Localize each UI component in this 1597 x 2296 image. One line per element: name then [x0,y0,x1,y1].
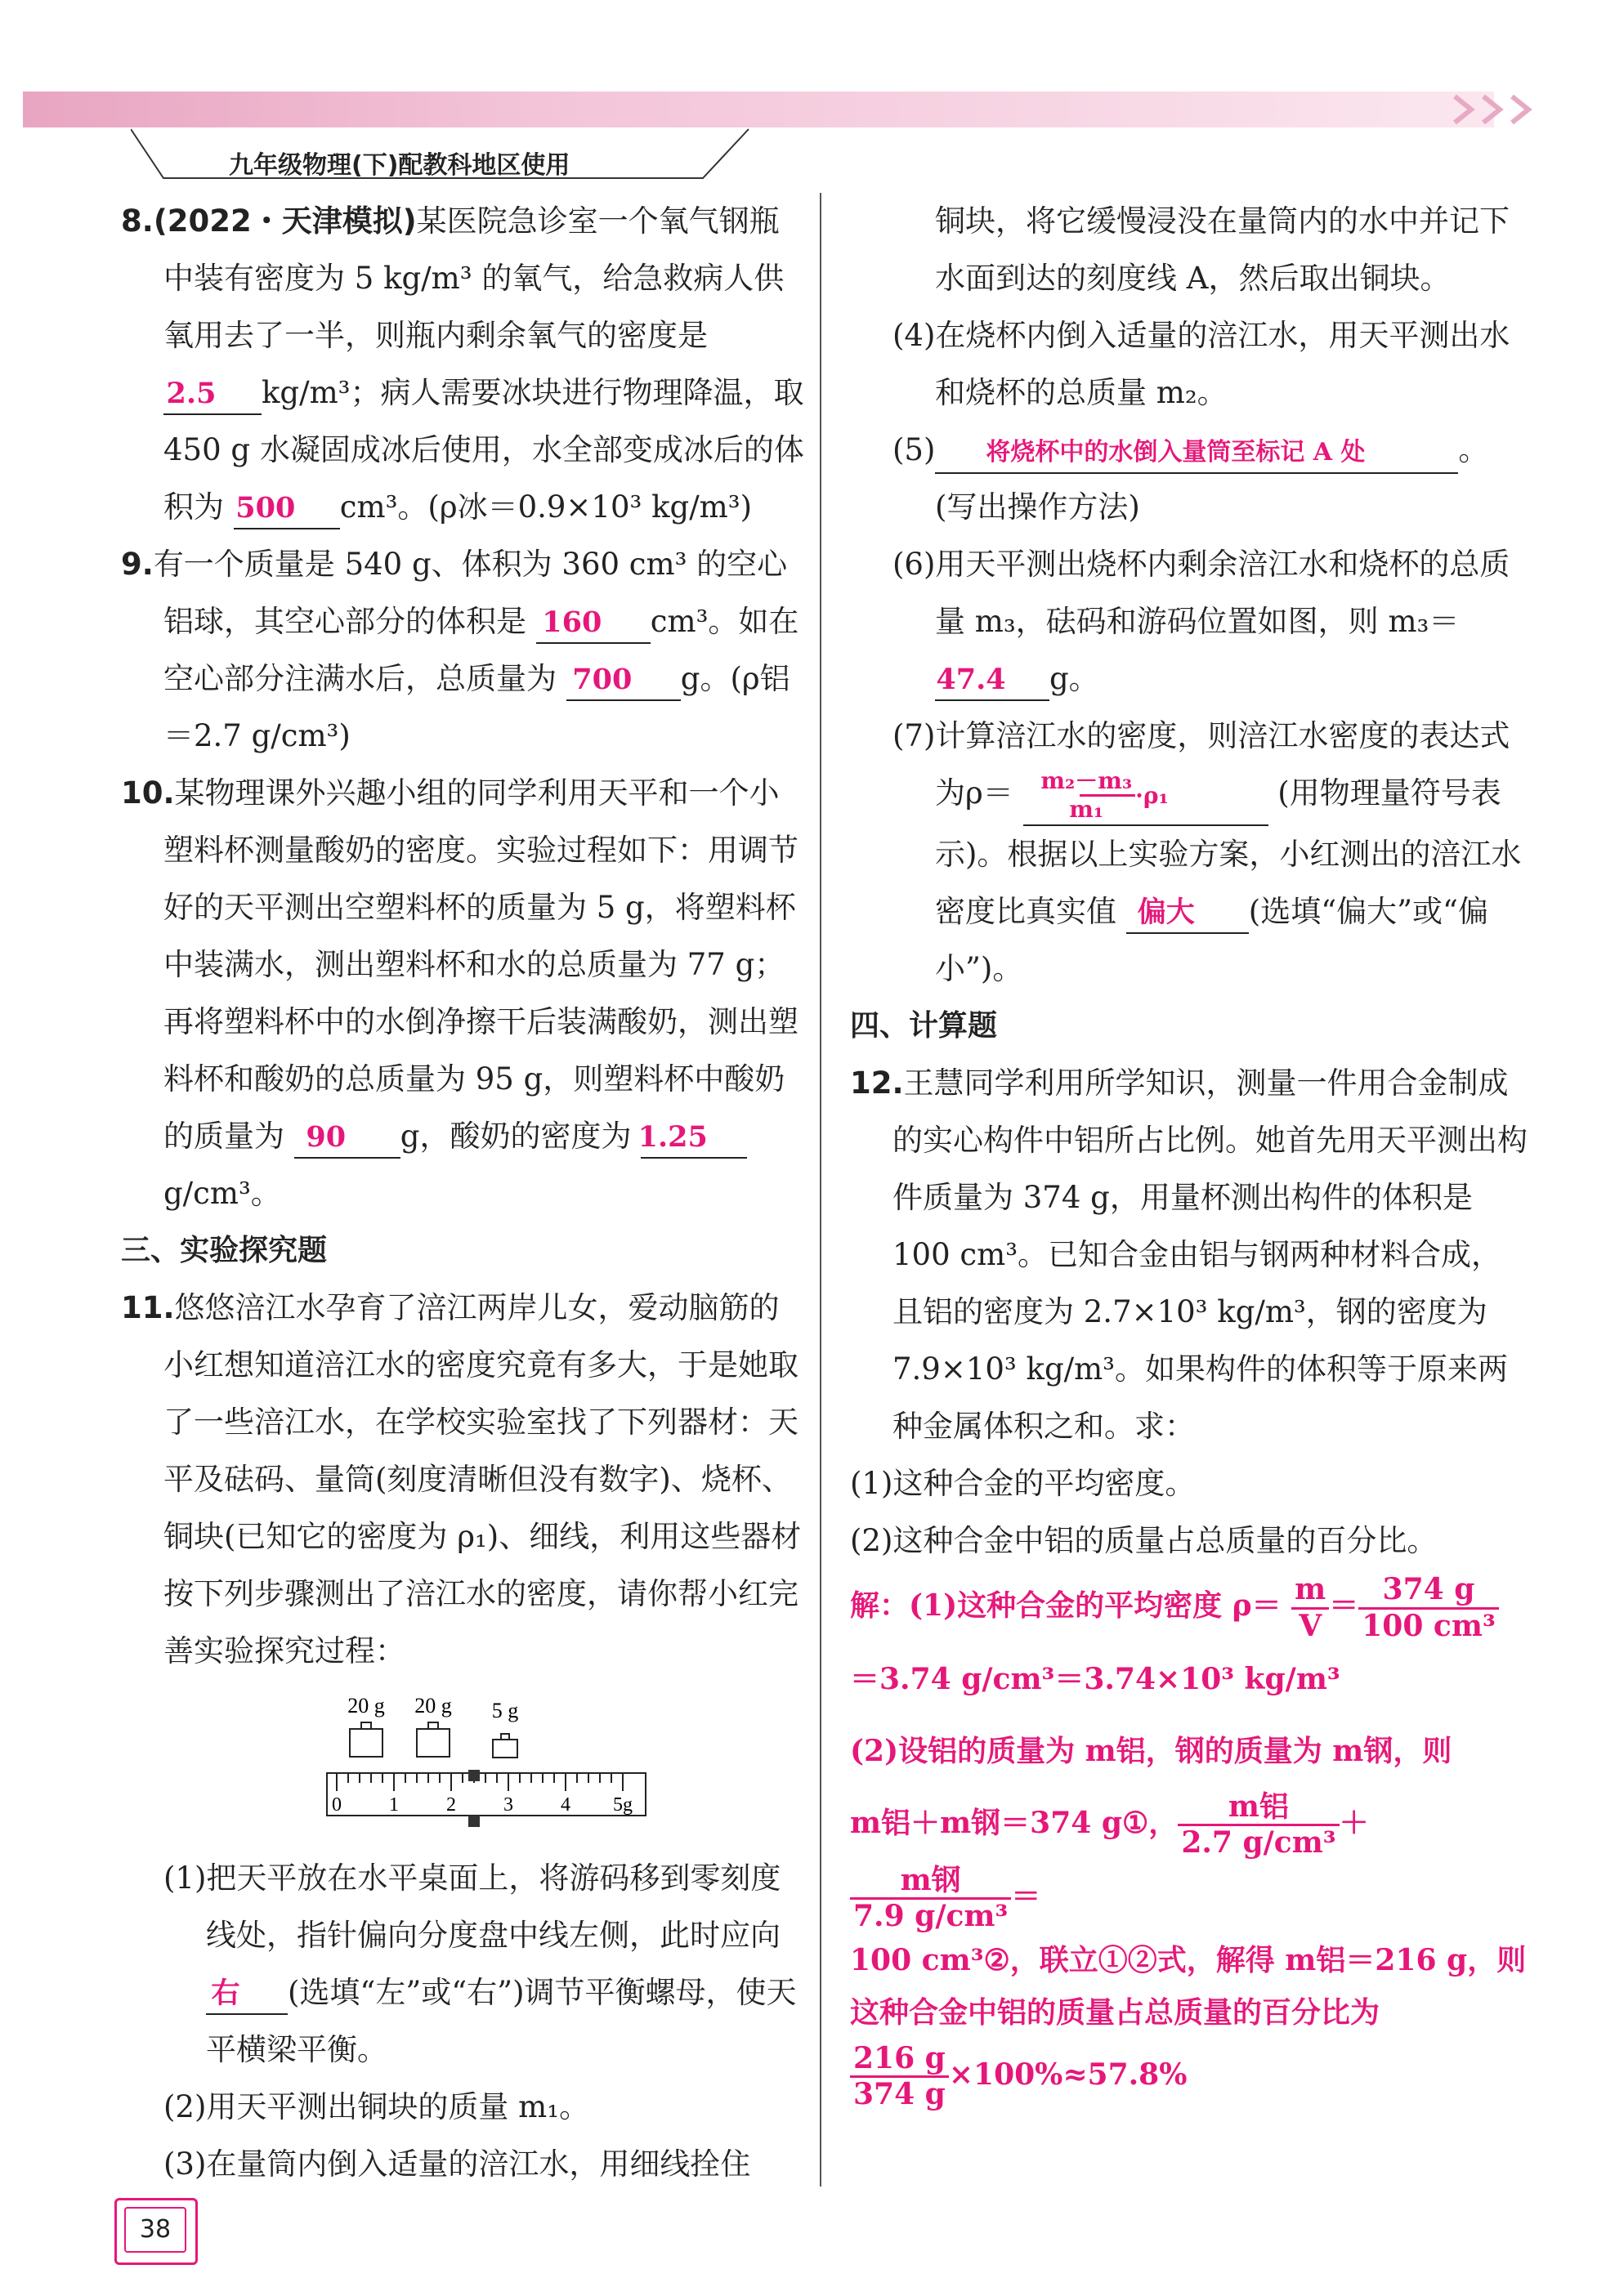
fraction-numerator: m钢 [850,1864,1011,1900]
question-text: g/cm³。 [163,1176,281,1211]
answer-blank: 1.25 [641,1118,747,1159]
question-12-part-2: (2)这种合金中铝的质量占总质量的百分比。 [850,1523,1438,1558]
answer-blank: 90 [294,1118,400,1159]
left-column [121,193,807,2193]
question-number: 10. [121,775,175,811]
fraction-denominator: 374 g [853,2077,946,2112]
solution-text: ×100%≈57.8% [948,2057,1188,2092]
solution-text: ＋ [1339,1805,1369,1840]
question-tag: (2022・天津模拟) [153,203,417,239]
column-divider [820,193,821,2187]
weight-label: 5 g [491,1699,519,1722]
section-heading: 四、计算题 [850,1009,998,1043]
fraction-denominator: V [1299,1608,1322,1643]
fraction-numerator: 374 g [1358,1573,1498,1609]
solution-text: 100 cm³②，联立①②式，解得 m铝＝216 g，则这种合金中铝的质量占总质量的百分比为 [850,1942,1527,2030]
question-number: 11. [121,1290,175,1325]
step-text: (1)把天平放在水平桌面上，将游码移到零刻度线处，指针偏向分度盘中线左侧，此时应向 [163,1860,781,1953]
weight-label: 20 g [414,1694,452,1718]
question-number: 8. [121,203,154,239]
scale-label: 4 [561,1794,570,1816]
scale-labels [332,1794,633,1816]
answer-blank: 700 [566,660,681,701]
answer-blank: 右 [206,1974,288,2015]
solution-text: (2)设铝的质量为 m铝，钢的质量为 m钢，则 [850,1733,1452,1768]
solution-block [850,1570,1528,2112]
fraction-denominator: 100 cm³ [1362,1608,1496,1643]
fraction-denominator: 2.7 g/cm³ [1181,1825,1336,1860]
step-3-cont: 铜块，将它缓慢浸没在量筒内的水中并记下水面到达的刻度线 A，然后取出铜块。 [935,203,1510,296]
balance-figure [325,1691,652,1838]
question-8 [121,193,807,536]
right-column [850,193,1528,2112]
fraction [850,1864,1011,1934]
fraction [850,2042,949,2112]
question-9 [121,536,807,765]
solution-text: ＝3.74 g/cm³＝3.74×10³ kg/m³ [850,1661,1340,1696]
step-text: (5) [892,432,936,467]
answer-blank: 2.5 [163,374,262,415]
step-text: 。(写出操作方法) [935,432,1489,525]
header-banner [23,92,1494,127]
scale-label: 0 [332,1794,342,1816]
weight-icon [417,1722,450,1757]
rider-marker [468,1770,480,1781]
step-text: (选填“偏大”或“偏小”)。 [935,894,1488,986]
fraction-numerator: m₂－m₃ [1080,768,1135,797]
fraction-numerator: m铝 [1178,1790,1339,1826]
answer-blank [1023,765,1268,826]
step-text: (7)计算涪江水的密度，则涪江水密度的表达式为ρ＝ [892,718,1510,811]
step-3-start: (3)在量筒内倒入适量的涪江水，用细线拴住 [163,2146,751,2182]
solution-text: 解：(1)这种合金的平均密度 ρ＝ [850,1588,1282,1623]
density-fraction [1040,766,1135,823]
answer-blank: 偏大 [1126,893,1249,934]
question-text: cm³。如在空心部分注满水后，总质量为 [163,604,799,696]
question-12-part-1: (1)这种合金的平均密度。 [850,1466,1196,1501]
page-number: 38 [124,2207,186,2253]
solution-text: m铝＋m钢＝374 g①， [850,1805,1179,1840]
scale-label: 1 [389,1794,399,1816]
scale-label: 2 [446,1794,456,1816]
question-text: 悠悠涪江水孕育了涪江两岸儿女，爱动脑筋的小红想知道涪江水的密度究竟有多大，于是她取了一些涪江水，在学校实验室找了下列器材：天平及砝码、量筒(刻度清晰但没有数字)、烧杯、铜块(已知它的密度为 ρ₁)、细线，利用这些器材按下列步骤测出了涪江水的密度，请你帮小红完善实验探究过程： [163,1290,802,1668]
answer-blank: 500 [234,489,340,529]
question-number: 9. [121,547,154,582]
step-2: (2)用天平测出铜块的质量 m₁。 [163,2089,590,2124]
fraction-numerator: 216 g [850,2042,949,2078]
page-subtitle: 九年级物理(下)配教科地区使用 [229,151,570,180]
question-text: g，酸奶的密度为 [400,1119,632,1154]
fraction-denominator: 7.9 g/cm³ [853,1899,1009,1934]
step-text: (选填“左”或“右”)调节平衡螺母，使天平横梁平衡。 [206,1975,797,2067]
scale-label: 3 [503,1794,513,1816]
question-12 [850,1055,1528,1455]
question-10 [121,765,807,1222]
fraction [1358,1573,1498,1643]
solution-text: ＝ [1011,1878,1041,1914]
fraction [1178,1790,1339,1860]
question-number: 12. [850,1065,904,1101]
weight-icon [350,1722,382,1757]
fraction-tail: ·ρ₁ [1135,782,1169,809]
question-text: 某医院急诊室一个氧气钢瓶中装有密度为 5 kg/m³ 的氧气，给急救病人供氧用去了一半，则瓶内剩余氧气的密度是 [163,203,785,353]
step-text: (用物理量符号表示)。根据以上实验方案，小红测出的涪江水密度比真实值 [935,775,1522,929]
solution-text: ＝ [1329,1588,1359,1623]
question-text: 王慧同学利用所学知识，测量一件用合金制成的实心构件中铝所占比例。她首先用天平测出构件质量为 374 g，用量杯测出构件的体积是 100 cm³。已知合金由铝与钢两种材料合成，且铝的密度为 2.7×10³ kg/m³，钢的密度为 7.9×10³ kg/m³。如果构件的体积等于原来两种金属体积之和。求： [892,1065,1528,1444]
weight-icon [493,1734,517,1758]
weight-label: 20 g [347,1694,385,1718]
question-11 [121,1280,807,1680]
step-1 [121,1850,807,2079]
fraction [1291,1573,1329,1643]
scale-label: 5g [613,1794,633,1816]
rider-marker [468,1816,480,1827]
answer-blank: 160 [536,603,651,644]
section-heading: 三、实验探究题 [121,1234,328,1267]
step-text: g。 [1049,661,1099,696]
step-5 [850,422,1528,536]
fraction-numerator: m [1291,1573,1329,1609]
question-text: kg/m³；病人需要冰块进行物理降温，取 450 g 水凝固成冰后使用，水全部变成冰后的体积为 [163,375,804,525]
step-4: (4)在烧杯内倒入适量的涪江水，用天平测出水和烧杯的总质量 m₂。 [892,318,1510,410]
question-text: g。(ρ铝＝2.7 g/cm³) [163,661,790,753]
step-7 [850,708,1528,998]
step-text: (6)用天平测出烧杯内剩余涪江水和烧杯的总质量 m₃，砝码和游码位置如图，则 m₃＝ [892,547,1510,639]
question-text: 有一个质量是 540 g、体积为 360 cm³ 的空心铝球，其空心部分的体积是 [153,547,788,639]
step-6 [850,536,1528,708]
question-text: 某物理课外兴趣小组的同学利用天平和一个小塑料杯测量酸奶的密度。实验过程如下：用调节好的天平测出空塑料杯的质量为 5 g，将塑料杯中装满水，测出塑料杯和水的总质量为 77 g；再将塑料杯中的水倒净擦干后装满酸奶，测出塑料杯和酸奶的总质量为 95 g，则塑料杯中酸奶的质量为 [163,775,798,1154]
question-text: cm³。(ρ冰＝0.9×10³ kg/m³) [339,489,753,525]
answer-blank: 47.4 [935,660,1049,701]
answer-blank: 将烧杯中的水倒入量筒至标记 A 处 [935,433,1458,474]
chevron-right-icon [1447,90,1577,129]
fraction-denominator: m₁ [1069,796,1104,823]
